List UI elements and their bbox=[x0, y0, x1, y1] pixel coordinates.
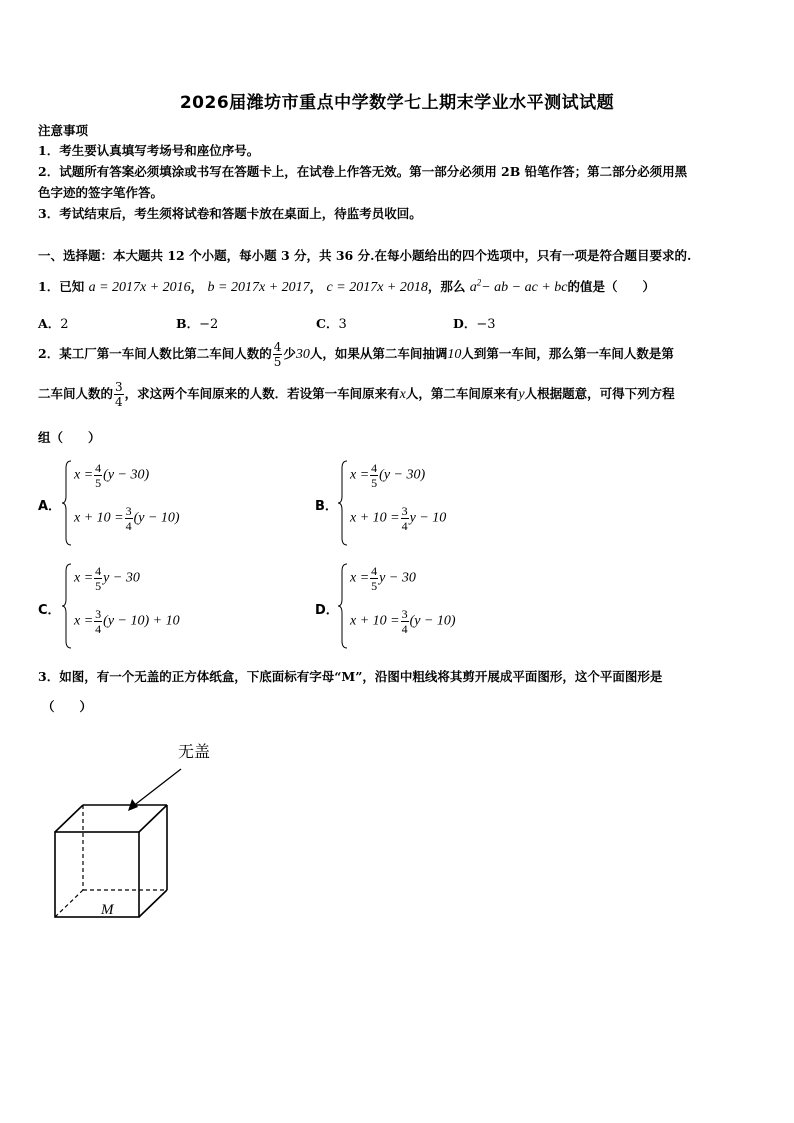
q1-option-a: A．2 bbox=[38, 316, 69, 332]
q1-suffix: 的值是（ ） bbox=[567, 279, 656, 294]
q1-option-b: B．−2 bbox=[176, 316, 219, 332]
q1-c-definition: c = 2017x + 2018 bbox=[326, 280, 428, 295]
q2-option-d-label: D． bbox=[315, 603, 339, 618]
q2-fraction-4-5: $\frac{4}{5}$ bbox=[273, 340, 282, 369]
question-3-line-2: （ ） bbox=[42, 699, 93, 714]
q1-option-d: D．−3 bbox=[453, 316, 496, 332]
q1-sep-2: ， bbox=[309, 279, 323, 294]
notice-item-2-line-2: 色字迹的签字笔作答。 bbox=[38, 185, 164, 200]
brace-icon bbox=[338, 460, 348, 546]
q2-option-b-system: x = $\frac{4}{5}$ (y − 30) x + 10 = $\frac{3}{4}$ y − 10 bbox=[338, 460, 558, 546]
notice-item-1: 1．考生要认真填写考场号和座位序号。 bbox=[38, 143, 260, 158]
q2-option-d-system: x = $\frac{4}{5}$ y − 30 x + 10 = $\frac{3}{4}$ (y − 10) bbox=[338, 563, 558, 649]
q2-fraction-3-4: $\frac{3}{4}$ bbox=[115, 380, 123, 409]
q2-option-a-label: A． bbox=[38, 499, 62, 514]
q1-prefix: 1．已知 bbox=[38, 279, 85, 294]
question-3-line-1: 3．如图，有一个无盖的正方体纸盒，下底面标有字母“M”，沿图中粗线将其剪开展成平面图形，这个平面图形是 bbox=[38, 669, 663, 684]
q1-sep-1: ， bbox=[190, 279, 204, 294]
page-title: 2026届潍坊市重点中学数学七上期末学业水平测试试题 bbox=[179, 93, 615, 113]
brace-icon bbox=[62, 563, 72, 649]
q2-option-b-label: B． bbox=[315, 499, 338, 514]
q1-expression: $a^2-$ ab − ac + bc bbox=[469, 277, 568, 295]
q2-option-a-system: x = $\frac{4}{5}$ (y − 30) x + 10 = $\frac{3}{4}$ (y − 10) bbox=[62, 460, 282, 546]
question-2-line-2: 二车间人数的 $\frac{3}{4}$ ，求这两个车间原来的人数．若设第一车间原来有x人，第二车间原来有y人根据题意，可得下列方程 bbox=[38, 380, 675, 409]
notice-item-3: 3．考试结束后，考生须将试卷和答题卡放在桌面上，待监考员收回。 bbox=[38, 206, 422, 221]
question-2-line-3: 组（ ） bbox=[38, 430, 101, 445]
q1-a-definition: a = 2017x + 2016 bbox=[88, 280, 191, 295]
brace-icon bbox=[62, 460, 72, 546]
q1-option-c: C．3 bbox=[316, 316, 347, 332]
notice-item-2-line-1: 2．试题所有答案必须填涂或书写在答题卡上，在试卷上作答无效。第一部分必须用 2B 铅笔作答；第二部分必须用黑 bbox=[38, 164, 688, 179]
notice-heading: 注意事项 bbox=[38, 123, 89, 138]
question-2-line-1: 2．某工厂第一车间人数比第二车间人数的 $\frac{4}{5}$ 少30人，如果从第二车间抽调10人到第一车间，那么第一车间人数是第 bbox=[38, 340, 674, 369]
open-cube-figure bbox=[40, 755, 200, 925]
q1-mid-text: ，那么 bbox=[427, 279, 466, 294]
question-1 bbox=[38, 277, 655, 296]
figure-lid-label: 无盖 bbox=[178, 742, 211, 761]
q2-option-c-system: x = $\frac{4}{5}$ y − 30 x = $\frac{3}{4}$ (y − 10) + 10 bbox=[62, 563, 282, 649]
face-label-m: M bbox=[101, 902, 114, 918]
brace-icon bbox=[338, 563, 348, 649]
q2-option-c-label: C． bbox=[38, 603, 61, 618]
q1-b-definition: b = 2017x + 2017 bbox=[207, 280, 310, 295]
section-heading: 一、选择题：本大题共 12 个小题，每小题 3 分，共 36 分.在每小题给出的四个选项中，只有一项是符合题目要求的. bbox=[38, 248, 692, 263]
